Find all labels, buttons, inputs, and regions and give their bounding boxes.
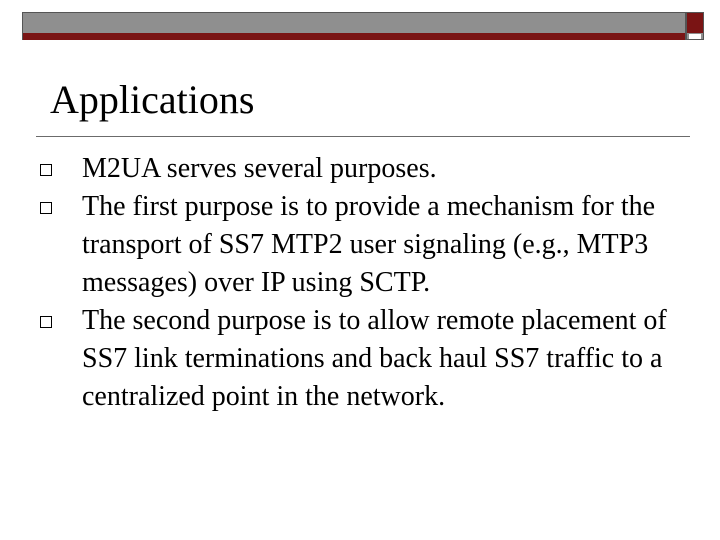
top-decorative-bar: [22, 12, 686, 40]
corner-white-strip: [689, 34, 701, 39]
hollow-square-bullet-icon: [40, 164, 52, 176]
top-bar-accent-stripe: [23, 33, 685, 40]
title-underline: [36, 136, 690, 137]
bullet-list: [40, 150, 680, 416]
corner-decorative-box: [686, 12, 704, 40]
bullet-item: [40, 302, 680, 416]
bullet-text: The second purpose is to allow remote placement of SS7 link terminations and back haul SS7 traffic to a centralized point in the network.: [82, 305, 667, 412]
hollow-square-bullet-icon: [40, 202, 52, 214]
bullet-item: [40, 188, 680, 302]
slide-title: Applications: [50, 77, 255, 122]
hollow-square-bullet-icon: [40, 316, 52, 328]
bullet-item: [40, 150, 680, 188]
corner-accent-stripe: [687, 13, 703, 33]
bullet-text: M2UA serves several purposes.: [82, 153, 437, 184]
bullet-text: The first purpose is to provide a mechanism for the transport of SS7 MTP2 user signaling (e.g., MTP3 messages) over IP using SCTP.: [82, 191, 656, 298]
